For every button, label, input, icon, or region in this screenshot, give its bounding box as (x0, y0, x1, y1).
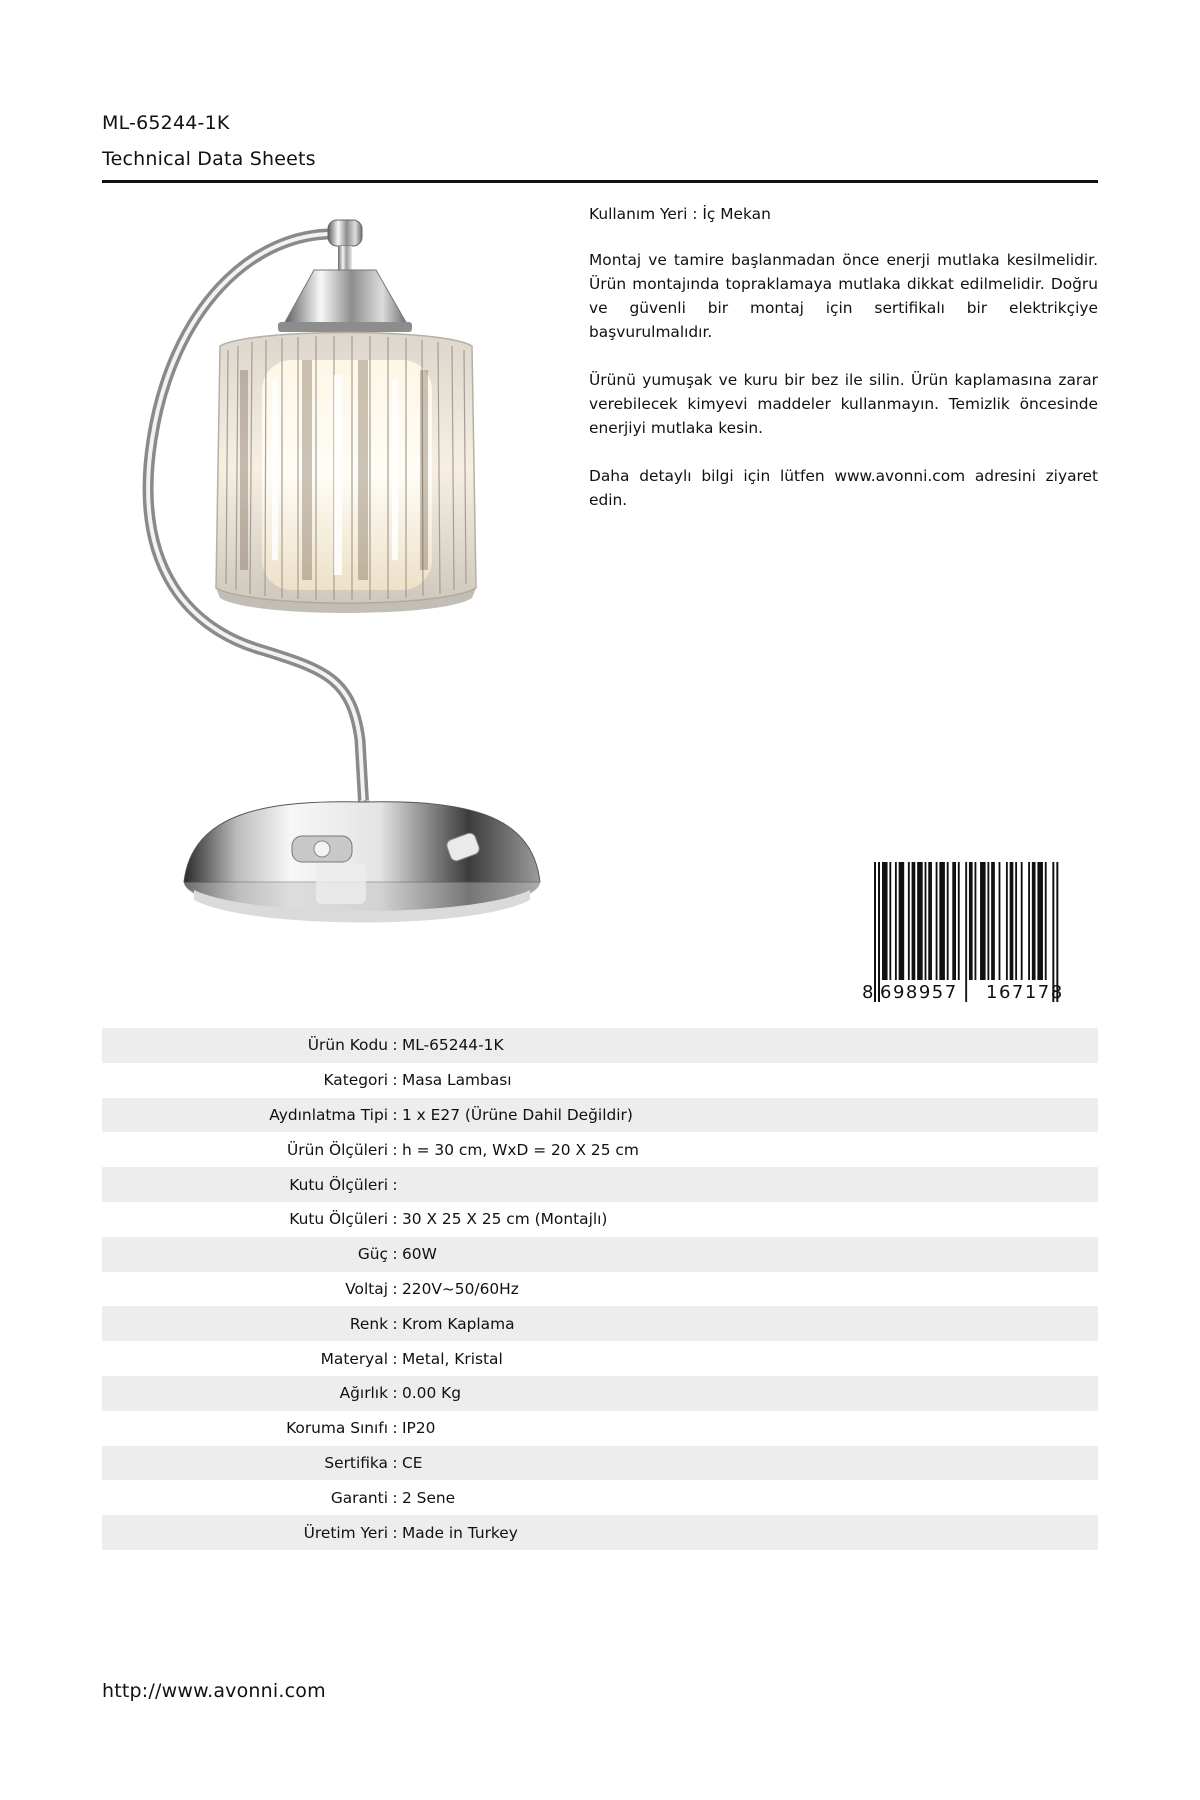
spec-separator: : (392, 1349, 398, 1368)
spec-row (102, 1202, 1098, 1237)
barcode-bar (965, 862, 967, 1002)
barcode-bar (1015, 862, 1017, 980)
spec-label: Renk (349, 1314, 388, 1333)
barcode-bar (882, 862, 888, 980)
spec-row (102, 1272, 1098, 1307)
spec-value: 60W (402, 1245, 437, 1264)
spec-separator: : (392, 1314, 398, 1333)
spec-label: Materyal (320, 1349, 388, 1368)
barcode-bar (939, 862, 945, 980)
spec-value: Krom Kaplama (402, 1314, 515, 1333)
spec-label: Kutu Ölçüleri (289, 1175, 388, 1194)
product-code-heading: ML-65244-1K (102, 112, 230, 134)
spec-label: Ağırlık (339, 1384, 388, 1403)
description-block (589, 202, 1098, 536)
barcode-first-digit: 8 (862, 982, 874, 1002)
barcode-bar (969, 862, 973, 980)
barcode-guard-bar (1056, 862, 1058, 1002)
barcode-bar (936, 862, 938, 980)
spec-label: Kutu Ölçüleri (289, 1210, 388, 1229)
spec-label: Koruma Sınıfı (286, 1419, 388, 1438)
barcode-bar (1028, 862, 1030, 980)
barcode-bar (917, 862, 923, 980)
spec-label: Üretim Yeri (303, 1523, 388, 1542)
header-divider (102, 180, 1098, 183)
spec-separator: : (392, 1523, 398, 1542)
spec-row (102, 1306, 1098, 1341)
spec-value: Masa Lambası (402, 1071, 512, 1090)
spec-value: 0.00 Kg (402, 1384, 462, 1403)
spec-separator: : (392, 1245, 398, 1264)
footer-website-link[interactable]: http://www.avonni.com (102, 1680, 326, 1702)
spec-label: Güç (357, 1245, 388, 1264)
barcode (860, 862, 1098, 1002)
safety-paragraph: Montaj ve tamire başlanmadan önce enerji mutlaka kesilmelidir. Ürün montajında topraklamaya mutlaka dikkat edilmelidir. Doğru ve güvenli bir montaj için sertifikalı bir elektrikçiye başvurulmalıdır. (589, 251, 1098, 341)
spec-separator: : (392, 1140, 398, 1159)
barcode-bar (925, 862, 927, 980)
barcode-right-digits: 167178 (986, 982, 1064, 1002)
spec-row (102, 1341, 1098, 1376)
product-image (102, 200, 572, 960)
spec-value: Metal, Kristal (402, 1349, 503, 1368)
barcode-bar (908, 862, 910, 980)
spec-label: Ürün Kodu (307, 1036, 388, 1055)
spec-row (102, 1098, 1098, 1133)
spec-separator: : (392, 1175, 398, 1194)
spec-separator: : (392, 1419, 398, 1438)
spec-value: h = 30 cm, WxD = 20 X 25 cm (402, 1140, 639, 1159)
usage-location: Kullanım Yeri : İç Mekan (589, 205, 771, 223)
spec-value: 220V~50/60Hz (402, 1279, 519, 1298)
barcode-left-digits: 698957 (880, 982, 958, 1002)
barcode-bar (912, 862, 916, 980)
spec-value: 2 Sene (402, 1488, 456, 1507)
spec-separator: : (392, 1384, 398, 1403)
barcode-guard-bar (878, 862, 880, 1002)
spec-separator: : (392, 1279, 398, 1298)
barcode-bar (958, 862, 960, 980)
spec-label: Sertifika (324, 1453, 388, 1472)
barcode-bar (975, 862, 977, 980)
spec-row (102, 1063, 1098, 1098)
spec-value: CE (402, 1453, 423, 1472)
spec-separator: : (392, 1488, 398, 1507)
barcode-bar (947, 862, 949, 980)
spec-row (102, 1480, 1098, 1515)
spec-label: Garanti (330, 1488, 388, 1507)
barcode-bar (928, 862, 932, 980)
spec-separator: : (392, 1036, 398, 1055)
spec-row (102, 1237, 1098, 1272)
barcode-guard-bar (874, 862, 876, 1002)
barcode-bar (1032, 862, 1036, 980)
barcode-bar (952, 862, 956, 980)
document-subtitle: Technical Data Sheets (102, 148, 316, 170)
spec-separator: : (392, 1071, 398, 1090)
barcode-bar (1045, 862, 1047, 980)
spec-row (102, 1515, 1098, 1550)
spec-label: Voltaj (345, 1279, 388, 1298)
spec-row (102, 1446, 1098, 1481)
spec-row (102, 1376, 1098, 1411)
barcode-bar (895, 862, 897, 980)
barcode-bar (899, 862, 905, 980)
spec-value: 1 x E27 (Ürüne Dahil Değildir) (402, 1105, 633, 1124)
barcode-bar (991, 862, 995, 980)
barcode-bar (999, 862, 1001, 980)
barcode-guard-bar (1052, 862, 1054, 1002)
barcode-bar (1021, 862, 1023, 980)
barcode-bar (889, 862, 891, 980)
more-info-paragraph: Daha detaylı bilgi için lütfen www.avonni.com adresini ziyaret edin. (589, 467, 1098, 509)
barcode-bar (1006, 862, 1008, 980)
spec-row (102, 1411, 1098, 1446)
barcode-bar (1010, 862, 1014, 980)
spec-separator: : (392, 1453, 398, 1472)
spec-value: Made in Turkey (402, 1523, 518, 1542)
spec-row (102, 1028, 1098, 1063)
spec-value: IP20 (402, 1419, 436, 1438)
barcode-bars (874, 862, 1058, 1002)
spec-row (102, 1132, 1098, 1167)
barcode-bar (987, 862, 989, 980)
cleaning-paragraph: Ürünü yumuşak ve kuru bir bez ile silin. Ürün kaplamasına zarar verebilecek kimyevi maddeler kullanmayın. Temizlik öncesinde enerjiyi mutlaka kesin. (589, 371, 1098, 437)
spec-table (102, 1028, 1098, 1550)
spec-separator: : (392, 1210, 398, 1229)
spec-separator: : (392, 1105, 398, 1124)
spec-label: Aydınlatma Tipi (269, 1105, 388, 1124)
barcode-bar (980, 862, 986, 980)
spec-value: ML-65244-1K (402, 1036, 504, 1055)
spec-label: Kategori (323, 1071, 388, 1090)
spec-row (102, 1167, 1098, 1202)
spec-label: Ürün Ölçüleri (287, 1140, 388, 1159)
spec-value: 30 X 25 X 25 cm (Montajlı) (402, 1210, 608, 1229)
barcode-bar (1037, 862, 1043, 980)
